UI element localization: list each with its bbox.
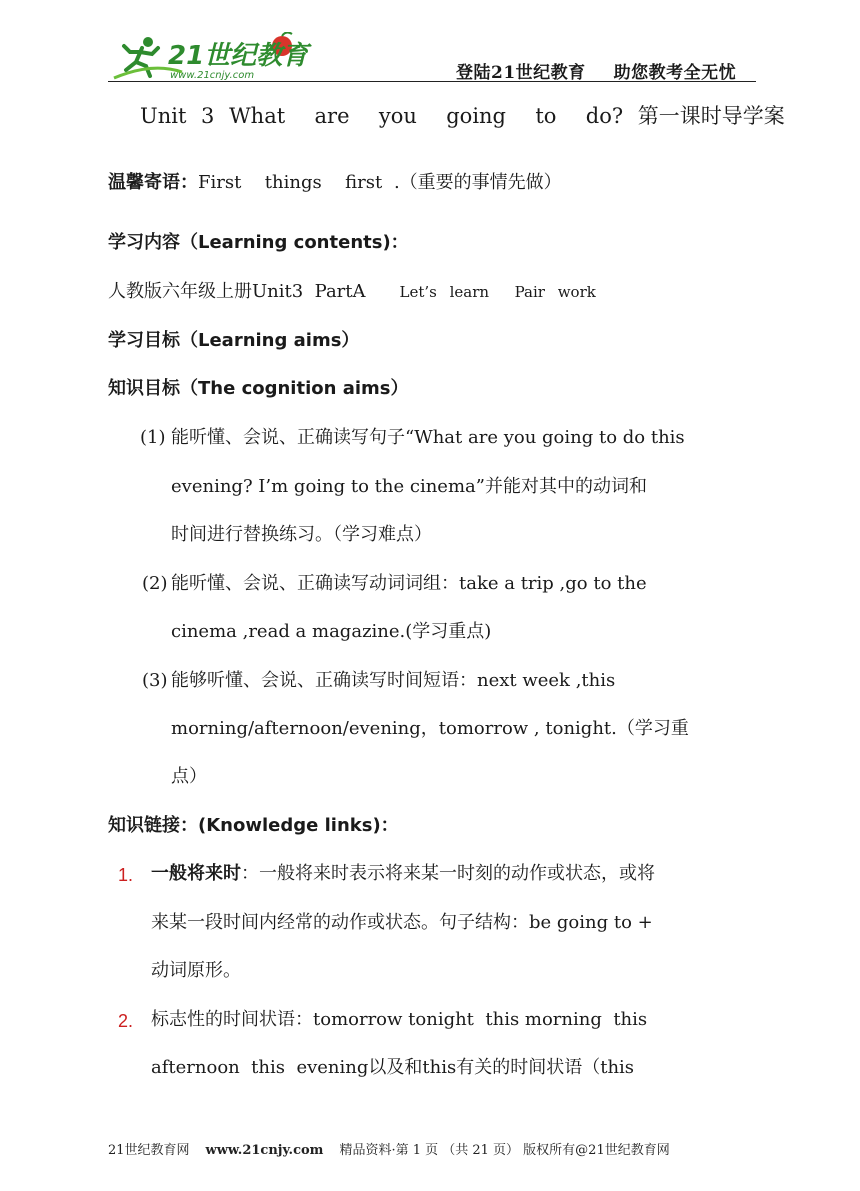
footer-site-link[interactable]: www.21cnjy.com: [205, 1143, 324, 1158]
cognition-item-3-line-2: morning/afternoon/evening，tomorrow , tonight.（学习重: [171, 718, 689, 739]
cognition-heading: 知识目标（The cognition aims）: [108, 378, 409, 399]
contents-heading: 学习内容（Learning contents)：: [108, 232, 409, 253]
contents-line: [108, 283, 596, 301]
contents-main: 人教版六年级上册Unit3 PartA: [108, 281, 366, 302]
aims-heading: 学习目标（Learning aims）: [108, 330, 360, 351]
page-title: Unit 3 What are you going to do? 第一课时导学案: [140, 104, 785, 128]
contents-small: Let’s learn Pair work: [399, 283, 596, 301]
cognition-item-3-line-3: 点）: [171, 766, 207, 787]
header-slogan: [456, 58, 736, 83]
links-item-1-num: 1.: [118, 865, 134, 885]
cognition-item-1-num: (1): [140, 427, 166, 448]
site-logo: [112, 32, 312, 82]
links-item-1-line-2: 来某一段时间内经常的动作或状态。句子结构：be going to +: [151, 912, 653, 933]
links-item-1-lead: 一般将来时: [151, 863, 241, 884]
links-item-2-line-2: afternoon this evening以及和this有关的时间状语（this: [151, 1057, 635, 1078]
motto-line: [108, 174, 562, 192]
header-slogan-2: 助您教考全无忧: [613, 63, 737, 83]
links-item-1-line-1: [151, 865, 655, 883]
cognition-item-1-line-2: evening? I’m going to the cinema”并能对其中的动词和: [171, 476, 647, 497]
logo-graphic: [112, 32, 312, 82]
links-item-2-num: 2.: [118, 1011, 134, 1031]
links-item-2-line-1: 标志性的时间状语：tomorrow tonight this morning this: [151, 1009, 648, 1030]
logo-url: www.21cnjy.com: [170, 70, 255, 81]
links-heading: 知识链接：(Knowledge links)：: [108, 815, 399, 836]
links-item-1-line-3: 动词原形。: [151, 960, 241, 981]
cognition-item-2-line-2: cinema ,read a magazine.(学习重点): [171, 621, 492, 642]
cognition-item-2-line-1: 能听懂、会说、正确读写动词词组：take a trip ,go to the: [171, 573, 647, 594]
cognition-item-2-num: (2): [142, 573, 168, 594]
header-slogan-1: 登陆21世纪教育: [456, 63, 586, 83]
cognition-item-1-line-1: 能听懂、会说、正确读写句子“What are you going to do this: [171, 427, 685, 448]
logo-text: 21世纪教育: [168, 41, 309, 71]
motto-text: First things first .（重要的事情先做）: [198, 172, 562, 193]
header-divider: [108, 81, 756, 82]
page-footer: [108, 1139, 670, 1158]
motto-label: 温馨寄语：: [108, 172, 198, 193]
cognition-item-3-num: (3): [142, 670, 168, 691]
footer-right: 精品资料·第 1 页 （共 21 页） 版权所有@21世纪教育网: [339, 1143, 670, 1158]
footer-left: 21世纪教育网: [108, 1143, 190, 1158]
cognition-item-3-line-1: 能够听懂、会说、正确读写时间短语：next week ,this: [171, 670, 616, 691]
links-item-1-text: ：一般将来时表示将来某一时刻的动作或状态，或将: [241, 863, 655, 884]
cognition-item-1-line-3: 时间进行替换练习。（学习难点）: [171, 524, 432, 545]
